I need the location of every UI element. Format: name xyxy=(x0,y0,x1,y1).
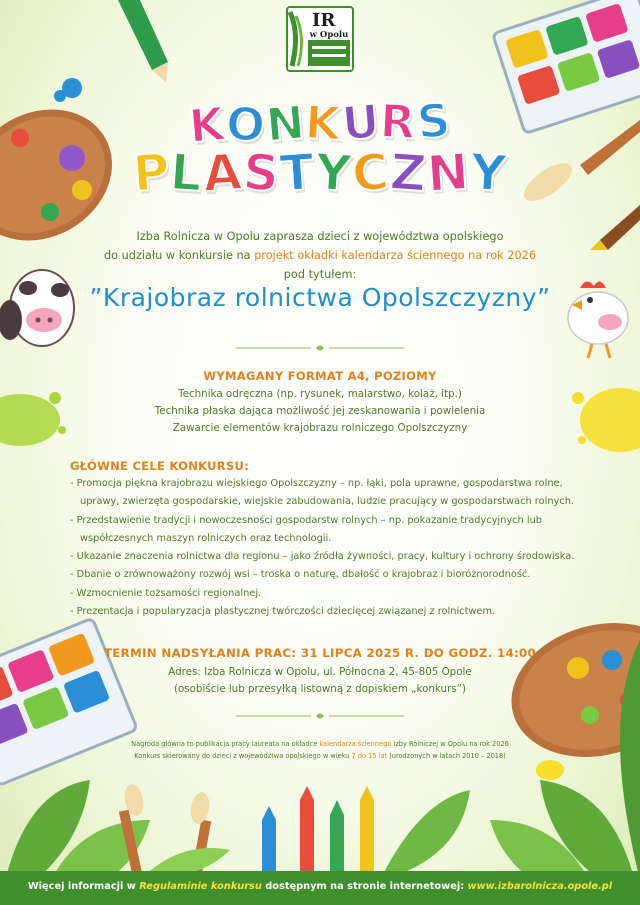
title-letter: Z xyxy=(387,142,430,204)
note-line-1-text: Nagroda główna to publikacja pracy laureata na okładce xyxy=(131,740,320,748)
footer-bar xyxy=(0,871,640,905)
note-line-2-text-end: (urodzonych w latach 2010 – 2018) xyxy=(387,752,506,760)
intro-line-1: Izba Rolnicza w Opolu zaprasza dzieci z województwa opolskiego xyxy=(136,230,504,243)
title-letter: A xyxy=(201,142,245,204)
format-heading: WYMAGANY FORMAT A4, POZIOMY xyxy=(203,369,437,383)
pencils-bottom-icon xyxy=(262,786,374,880)
title-letter: L xyxy=(168,142,206,204)
goal-line: - Wzmocnienie tożsamości regionalnej. xyxy=(70,587,262,599)
title-letter: N xyxy=(263,94,308,153)
intro-text xyxy=(0,227,640,284)
footer-text-mid: dostępnym na stronie internetowej: xyxy=(261,881,468,892)
poster-title xyxy=(0,92,640,204)
logo-text-ir: IR xyxy=(312,10,336,31)
notes xyxy=(0,738,640,762)
note-line-1 xyxy=(0,738,640,750)
intro-line-2-highlight: projekt okładki kalendarza ściennego na rok 2026 xyxy=(254,249,537,262)
intro-line-2-text: do udziału w konkursie na xyxy=(103,249,255,262)
note-line-2-text: Konkurs skierowany do dzieci z województwa opolskiego w wieku xyxy=(134,752,352,760)
goals-heading: GŁÓWNE CELE KONKURSU: xyxy=(70,459,250,473)
format-list xyxy=(0,386,640,437)
address xyxy=(0,664,640,698)
format-item: Zawarcie elementów krajobrazu rolniczego Opolszczyzny xyxy=(172,422,468,434)
format-item: Technika płaska dająca możliwość jej zeskanowania i powielenia xyxy=(154,405,486,417)
address-line-1: Adres: Izba Rolnicza w Opolu, ul. Północna 2, 45-805 Opole xyxy=(168,666,472,678)
title-letter: T xyxy=(277,142,318,204)
title-letter: O xyxy=(224,96,268,153)
goal-line: - Prezentacja i popularyzacja plastycznej twórczości dziecięcej związanej z rolnictwem. xyxy=(70,606,496,618)
title-letter: S xyxy=(240,142,282,204)
paint-splash-blue-icon xyxy=(54,78,82,102)
title-letter: N xyxy=(425,142,473,204)
footer-website-link[interactable]: www.izbarolnicza.opole.pl xyxy=(467,881,613,892)
note-line-2 xyxy=(0,750,640,762)
title-letter: Y xyxy=(313,142,355,204)
intro-line-3: pod tytułem: xyxy=(283,268,357,281)
footer-regulamin-link[interactable]: Regulaminie konkursu xyxy=(139,881,262,892)
izba-rolnicza-logo xyxy=(286,6,354,72)
goals-list xyxy=(70,475,590,621)
note-line-1-highlight: kalendarza ściennego xyxy=(319,740,392,748)
intro-line-2 xyxy=(0,246,640,265)
deadline: TERMIN NADSYŁANIA PRAC: 31 LIPCA 2025 R. DO GODZ. 14:00 xyxy=(103,646,537,660)
goal-line: - Ukazanie znaczenia rolnictwa dla regionu – jako źródła żywności, pracy, kultury i ochrony środowiska. xyxy=(70,551,575,563)
note-line-1-text-end: Izby Rolniczej w Opolu na rok 2026 xyxy=(391,740,509,748)
format-item: Technika odręczna (np. rysunek, malarstwo, kolaż, itp.) xyxy=(178,388,462,400)
divider-1 xyxy=(236,343,404,353)
title-letter: U xyxy=(339,93,383,151)
title-letter: C xyxy=(350,142,392,204)
title-letter: Y xyxy=(468,142,510,204)
goal-line: - Promocja piękna krajobrazu wiejskiego Opolszczyzny – np. łąki, pola uprawne, gospodarstwa rolne, xyxy=(70,478,563,489)
footer-text: Więcej informacji w xyxy=(27,881,140,892)
goal-line: - Dbanie o zrównoważony rozwój wsi – troska o naturę, dbałość o krajobraz i bioróżnorodność. xyxy=(70,569,531,581)
green-pencil-icon xyxy=(118,0,168,82)
title-letter: K xyxy=(303,95,344,151)
address-line-2: (osobiście lub przesyłką listowną z dopiskiem „konkurs”) xyxy=(173,683,467,695)
title-letter: P xyxy=(130,142,173,204)
paint-splash-yellow-bottom-icon xyxy=(536,760,564,780)
goal-line: - Przedstawienie tradycji i nowoczesności gospodarstw rolnych – np. pokazanie tradycyjnych lub xyxy=(70,514,543,526)
title-letter: R xyxy=(378,93,419,150)
title-letter: S xyxy=(414,92,454,150)
contest-subject: ”Krajobraz rolnictwa Opolszczyzny” xyxy=(89,283,551,312)
logo-text-w-opolu: w Opolu xyxy=(309,30,349,40)
goal-line: współczesnych maszyn rolniczych oraz technologii. xyxy=(80,532,332,544)
goal-line: uprawy, zwierzęta gospodarskie, wiejskie zabudowania, ludzie pracujący w gospodarstwach rolnych. xyxy=(80,496,575,508)
title-letter: K xyxy=(186,96,229,154)
divider-2 xyxy=(236,711,404,721)
title-line-2 xyxy=(0,142,640,204)
note-line-2-highlight: 7 do 15 lat xyxy=(351,752,388,760)
